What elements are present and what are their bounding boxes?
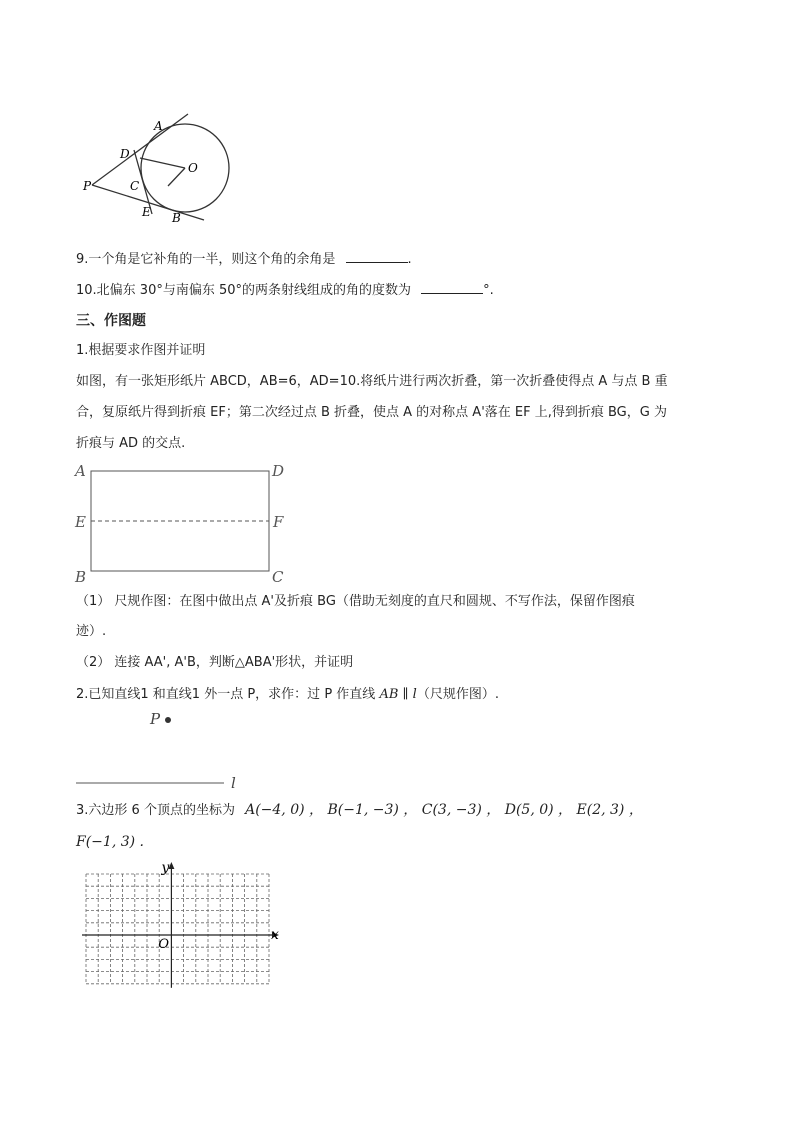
problem-2 [76, 685, 499, 705]
line-l-label: l [231, 774, 236, 792]
rect-label-E: E [75, 513, 86, 531]
problem-1-sub1-line1: （1） 尺规作图：在图中做出点 A'及折痕 BG（借助无刻度的直尺和圆规、不写作法，保留作图痕 [76, 594, 635, 609]
problem-1-sub1-line2: 迹）. [76, 624, 107, 639]
question-9-text: 9.一个角是它补角的一半，则这个角的余角是 [76, 252, 336, 267]
label-A: A [154, 119, 163, 133]
label-C: C [130, 179, 140, 193]
point-P [165, 717, 171, 723]
problem-3-line2 [76, 832, 144, 853]
circle-tangent-figure [80, 110, 240, 235]
rect-label-F: F [273, 513, 284, 531]
label-D: D [120, 147, 130, 161]
problem-1-title: 1.根据要求作图并证明 [76, 343, 206, 358]
x-axis-label: x [271, 927, 279, 943]
label-E: E [142, 205, 151, 219]
problem-1-body-3: 折痕与 AD 的交点. [76, 436, 186, 451]
y-axis-label: y [161, 860, 170, 876]
line-point-figure [74, 708, 274, 798]
rectangle-figure [72, 456, 294, 588]
problem-3-coords-2: F(−1, 3) . [76, 834, 144, 850]
point-P-label: P [150, 710, 161, 728]
section-heading: 三、作图题 [76, 313, 146, 329]
problem-1-sub2: （2） 连接 AA', A'B，判断△ABA'形状，并证明 [76, 655, 354, 670]
problem-3-text: 3.六边形 6 个顶点的坐标为 [76, 803, 235, 818]
question-9 [76, 248, 412, 270]
label-O: O [188, 161, 198, 175]
rect-label-B: B [75, 568, 87, 586]
origin-label: O [158, 937, 170, 952]
rect-label-D: D [272, 462, 285, 480]
question-10-text: 10.北偏东 30°与南偏东 50°的两条射线组成的角的度数为 [76, 283, 412, 298]
label-P: P [83, 179, 92, 193]
problem-1-body-1: 如图，有一张矩形纸片 ABCD，AB=6，AD=10.将纸片进行两次折叠，第一次折叠使得点 A 与点 B 重 [76, 374, 668, 389]
label-B: B [172, 211, 181, 225]
problem-1-body-2: 合，复原纸片得到折痕 EF；第二次经过点 B 折叠，使点 A 的对称点 A'落在 EF 上,得到折痕 BG，G 为 [76, 405, 667, 420]
coordinate-grid [80, 860, 280, 1005]
problem-3-coords-1: A(−4, 0) ， B(−1, −3) ， C(3, −3) ， D(5, 0) ， E(2, 3) ， [245, 802, 643, 818]
problem-3-line1 [76, 800, 643, 821]
answer-blank-10[interactable] [421, 279, 483, 294]
answer-blank-9[interactable] [346, 248, 408, 263]
question-10 [76, 279, 494, 301]
problem-2-math: AB ∥ l [379, 687, 417, 702]
rect-label-A: A [75, 462, 86, 480]
problem-2-tail: （尺规作图）. [416, 687, 499, 702]
problem-2-text: 2.已知直线1 和直线1 外一点 P，求作：过 P 作直线 [76, 687, 376, 702]
question-9-tail: . [407, 252, 412, 267]
rect-label-C: C [272, 568, 284, 586]
question-10-tail: °. [483, 283, 494, 298]
